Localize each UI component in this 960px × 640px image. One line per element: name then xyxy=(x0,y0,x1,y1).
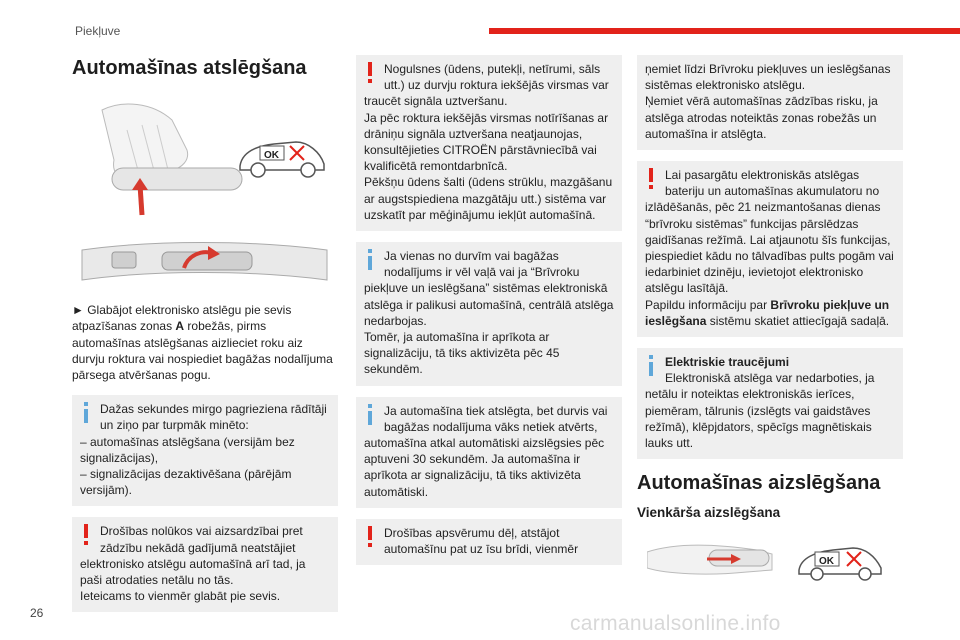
page-number: 26 xyxy=(30,606,44,620)
watermark-text: carmanualsonline.info xyxy=(570,612,781,635)
warning-box-security: Drošības nolūkos vai aizsardzībai pret zādzību nekādā gadījumā neatstājiet elektronisko atslēgu automašīnā arī tad, ja paši atrodaties netālu no tās. Ieteicams to vienmēr glabāt pie sevis. xyxy=(72,517,338,612)
column-3 xyxy=(637,55,903,594)
hand-locking-illustration xyxy=(647,532,787,582)
warning-icon xyxy=(364,62,378,88)
info-icon xyxy=(364,249,378,275)
car-ok-icon-locking xyxy=(795,538,885,584)
locking-illustration xyxy=(637,532,903,594)
unlocking-illustration xyxy=(72,90,338,290)
warning-icon xyxy=(80,524,94,550)
warning-box-deposits: Nogulsnes (ūdens, putekļi, netīrumi, sāls utt.) uz durvju roktura iekšējās virsmas var traucēt signāla uztveršanu. Ja pēc roktura iekšējās virsmas notīrīšanas ar drāniņu signāla uztveršana neatjaunojas, konsultējieties CITROËN pārstāvniecībā vai kvalificētā remontdarbnīcā. Pēkšņu ūdens šalti (ūdens strūklu, mazgāšanu ar augstspiediena mazgātāju utt.) sistēma var uzskatīt par mēģinājumu iekļūt automašīnā. xyxy=(356,55,622,231)
info-box-indicators: Dažas sekundes mirgo pagrieziena rādītāji un ziņo par turpmāk minēto: – automašīnas atslēgšana (versijām bez signalizācijas), – signalizācijas dezaktivēšana (pārējām versijām). xyxy=(72,395,338,506)
ok-label: OK xyxy=(264,150,279,162)
column-1 xyxy=(72,55,338,623)
header-accent-bar xyxy=(489,28,960,34)
header-section-label: Piekļuve xyxy=(75,24,121,38)
section-title-unlocking: Automašīnas atslēgšana xyxy=(72,57,307,79)
info-icon xyxy=(80,402,94,428)
unlock-instruction: ► Glabājot elektronisko atslēgu pie sevis atpazīšanas zonas A robežās, pirms automašīnas atslēgšanas aizlieciet roku aiz durvju roktura vai nospiediet bagāžas nodalījuma pārsega atvēršanas pogu. xyxy=(72,303,333,383)
warning-icon xyxy=(364,526,378,552)
warning-icon xyxy=(645,168,659,194)
info-icon xyxy=(364,404,378,430)
info-box-door-open: Ja vienas no durvīm vai bagāžas nodalījums ir vēl vaļā vai ja “Brīvroku piekļuve un ieslēgšana” sistēmas elektroniskā atslēga ir palikusi automašīnā, centrālā atslēga nedarbojas. Tomēr, ja automašīna ir aprīkota ar signalizāciju, tā tiks aktivizēta pēc 45 sekundēm. xyxy=(356,242,622,386)
info-box-auto-relock: Ja automašīna tiek atslēgta, bet durvis vai bagāžas nodalījuma vāks netiek atvērts, automašīna atkal automātiski aizslēgsies pēc aptuveni 30 sekundēm. Ja automašīna ir aprīkota ar signalizāciju, tā tiks aktivizēta automātiski. xyxy=(356,397,622,508)
info-icon xyxy=(645,355,659,381)
warning-box-continued: ņemiet līdzi Brīvroku piekļuves un ieslēgšanas sistēmas elektronisko atslēgu. Ņemiet vērā automašīnas zādzības risku, ja atslēga atrodas noteiktās zonas robežās un automašīna ir atslēgta. xyxy=(637,55,903,150)
info-box-interference: Elektriskie traucējumi Elektroniskā atslēga var nedarboties, ja netālu ir noteiktas elektroniskās ierīces, piemēram, tālrunis (izslēgts vai gaidstāves režīmā), klēpjdators, spēcīgs magnētiskais lauks utt. xyxy=(637,348,903,459)
hand-door-handle-illustration xyxy=(72,90,338,290)
ok-label: OK xyxy=(819,555,834,567)
warning-box-safety: Drošības apsvērumu dēļ, atstājot automašīnu pat uz īsu brīdi, vienmēr xyxy=(356,519,622,565)
warning-box-battery: Lai pasargātu elektroniskās atslēgas bateriju un automašīnas akumulatoru no izlādēšanās, pēc 21 neizmantošanas dienas “brīvroku sistēmas” funkcijas pārslēdzas gaidīšanas režīmā. Lai atjaunotu šīs funkcijas, piespiediet kādu no tālvadības pults pogām vai iedarbiniet dzinēju, ievietojot elektronisko atslēgu lasītājā. Papildu informāciju par Brīvroku piekļuve un ieslēgšana sistēmu skatiet attiecīgajā sadaļā. xyxy=(637,161,903,337)
subsection-title-simple-locking: Vienkārša aizslēgšana xyxy=(637,505,781,521)
column-2 xyxy=(356,55,622,576)
section-title-locking: Automašīnas aizslēgšana xyxy=(637,472,881,495)
car-ok-icon xyxy=(234,130,330,180)
